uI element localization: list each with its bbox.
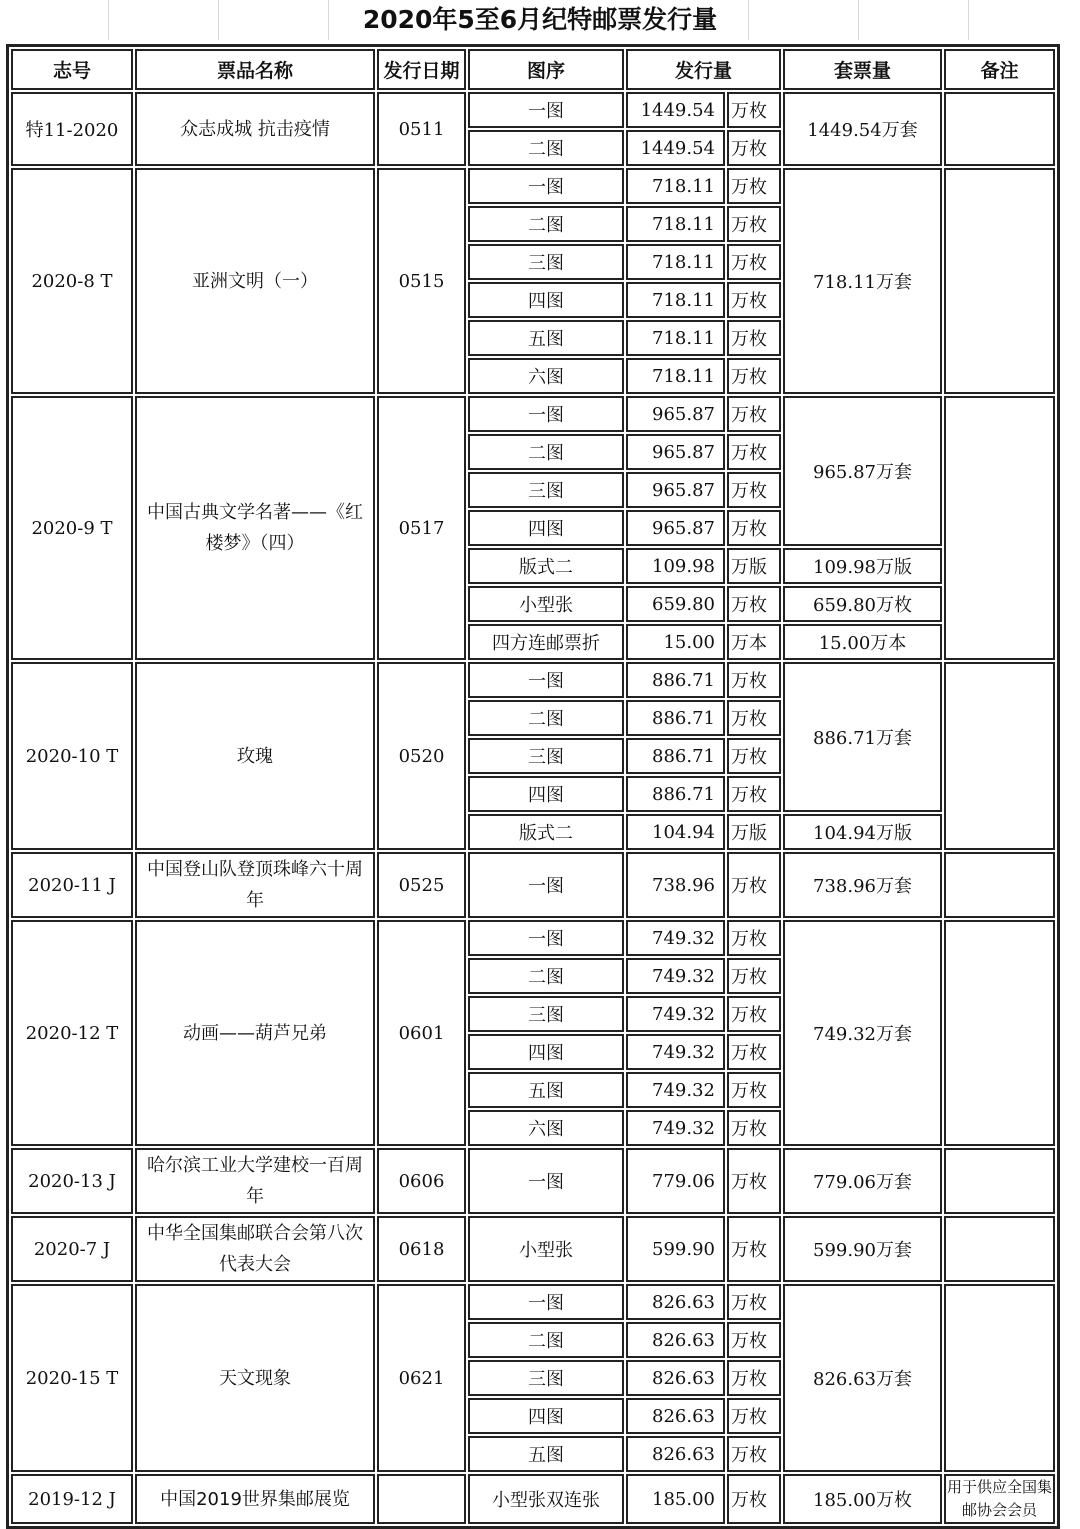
quantity-unit: 万枚 (727, 920, 781, 956)
quantity-unit: 万枚 (727, 92, 781, 128)
stamp-code: 2020-12 T (11, 920, 133, 1146)
stamp-code: 2020-15 T (11, 1284, 133, 1472)
stamp-name: 天文现象 (135, 1284, 375, 1472)
quantity-value: 738.96 (626, 852, 725, 918)
issue-date (377, 1474, 466, 1524)
quantity-value: 826.63 (626, 1360, 725, 1396)
figure-label: 二图 (468, 1322, 624, 1358)
page-title: 2020年5至6月纪特邮票发行量 (362, 5, 718, 34)
quantity-value: 15.00 (626, 624, 725, 660)
quantity-unit: 万枚 (727, 1034, 781, 1070)
set-quantity: 599.90万套 (783, 1216, 942, 1282)
stamp-code: 2020-8 T (11, 168, 133, 394)
quantity-value: 718.11 (626, 320, 725, 356)
quantity-value: 1449.54 (626, 130, 725, 166)
figure-label: 四图 (468, 1034, 624, 1070)
stamp-name: 中华全国集邮联合会第八次代表大会 (135, 1216, 375, 1282)
quantity-unit: 万枚 (727, 1216, 781, 1282)
stamp-name: 中国登山队登顶珠峰六十周年 (135, 852, 375, 918)
figure-label: 二图 (468, 130, 624, 166)
quantity-value: 659.80 (626, 586, 725, 622)
quantity-value: 826.63 (626, 1284, 725, 1320)
header-date: 发行日期 (377, 49, 466, 90)
figure-label: 四图 (468, 282, 624, 318)
quantity-unit: 万枚 (727, 282, 781, 318)
quantity-value: 886.71 (626, 738, 725, 774)
table-row (11, 662, 1055, 698)
quantity-unit: 万枚 (727, 320, 781, 356)
quantity-unit: 万枚 (727, 130, 781, 166)
set-quantity: 185.00万枚 (783, 1474, 942, 1524)
quantity-unit: 万枚 (727, 776, 781, 812)
stamp-code: 2020-13 J (11, 1148, 133, 1214)
figure-label: 四方连邮票折 (468, 624, 624, 660)
set-quantity: 659.80万枚 (783, 586, 942, 622)
figure-label: 五图 (468, 1436, 624, 1472)
quantity-value: 718.11 (626, 358, 725, 394)
quantity-unit: 万枚 (727, 700, 781, 736)
stamp-name: 哈尔滨工业大学建校一百周年 (135, 1148, 375, 1214)
quantity-value: 599.90 (626, 1216, 725, 1282)
figure-label: 四图 (468, 1398, 624, 1434)
table-row (11, 168, 1055, 204)
issue-date: 0525 (377, 852, 466, 918)
remarks (944, 920, 1055, 1146)
quantity-value: 965.87 (626, 510, 725, 546)
quantity-unit: 万枚 (727, 206, 781, 242)
stamp-code: 特11-2020 (11, 92, 133, 166)
figure-label: 二图 (468, 700, 624, 736)
quantity-unit: 万枚 (727, 1360, 781, 1396)
set-quantity: 15.00万本 (783, 624, 942, 660)
quantity-value: 965.87 (626, 472, 725, 508)
stamp-code: 2020-10 T (11, 662, 133, 850)
quantity-unit: 万枚 (727, 852, 781, 918)
set-quantity: 749.32万套 (783, 920, 942, 1146)
quantity-unit: 万枚 (727, 396, 781, 432)
header-quantity: 发行量 (626, 49, 781, 90)
remarks: 用于供应全国集邮协会会员 (944, 1474, 1055, 1524)
figure-label: 小型张 (468, 1216, 624, 1282)
quantity-value: 718.11 (626, 206, 725, 242)
figure-label: 一图 (468, 920, 624, 956)
set-quantity: 965.87万套 (783, 396, 942, 546)
stamp-code: 2020-11 J (11, 852, 133, 918)
remarks (944, 396, 1055, 660)
quantity-value: 1449.54 (626, 92, 725, 128)
quantity-unit: 万枚 (727, 1148, 781, 1214)
quantity-unit: 万版 (727, 548, 781, 584)
figure-label: 小型张 (468, 586, 624, 622)
quantity-value: 718.11 (626, 244, 725, 280)
quantity-unit: 万枚 (727, 1110, 781, 1146)
quantity-unit: 万枚 (727, 244, 781, 280)
quantity-unit: 万枚 (727, 738, 781, 774)
figure-label: 六图 (468, 358, 624, 394)
quantity-unit: 万枚 (727, 358, 781, 394)
remarks (944, 1284, 1055, 1472)
table-row (11, 1474, 1055, 1524)
quantity-unit: 万枚 (727, 586, 781, 622)
quantity-unit: 万枚 (727, 1436, 781, 1472)
quantity-unit: 万枚 (727, 168, 781, 204)
quantity-value: 718.11 (626, 168, 725, 204)
set-quantity: 109.98万版 (783, 548, 942, 584)
issue-date: 0606 (377, 1148, 466, 1214)
figure-label: 版式二 (468, 814, 624, 850)
quantity-unit: 万枚 (727, 1072, 781, 1108)
quantity-value: 779.06 (626, 1148, 725, 1214)
figure-label: 五图 (468, 320, 624, 356)
quantity-value: 826.63 (626, 1436, 725, 1472)
quantity-unit: 万枚 (727, 510, 781, 546)
remarks (944, 168, 1055, 394)
issue-date: 0517 (377, 396, 466, 660)
quantity-value: 749.32 (626, 958, 725, 994)
quantity-value: 886.71 (626, 776, 725, 812)
quantity-value: 749.32 (626, 1034, 725, 1070)
issue-date: 0621 (377, 1284, 466, 1472)
table-row (11, 1284, 1055, 1320)
table-row (11, 920, 1055, 956)
stamp-name: 众志成城 抗击疫情 (135, 92, 375, 166)
set-quantity: 1449.54万套 (783, 92, 942, 166)
quantity-value: 965.87 (626, 396, 725, 432)
set-quantity: 779.06万套 (783, 1148, 942, 1214)
figure-label: 二图 (468, 958, 624, 994)
quantity-value: 826.63 (626, 1322, 725, 1358)
figure-label: 四图 (468, 510, 624, 546)
table-body (11, 92, 1055, 1524)
figure-label: 三图 (468, 1360, 624, 1396)
quantity-unit: 万枚 (727, 1284, 781, 1320)
quantity-unit: 万枚 (727, 1398, 781, 1434)
set-quantity: 104.94万版 (783, 814, 942, 850)
quantity-value: 104.94 (626, 814, 725, 850)
quantity-value: 886.71 (626, 662, 725, 698)
quantity-value: 749.32 (626, 1110, 725, 1146)
quantity-unit: 万枚 (727, 1474, 781, 1524)
issue-date: 0511 (377, 92, 466, 166)
quantity-value: 749.32 (626, 996, 725, 1032)
quantity-unit: 万枚 (727, 472, 781, 508)
figure-label: 三图 (468, 472, 624, 508)
figure-label: 三图 (468, 738, 624, 774)
quantity-value: 965.87 (626, 434, 725, 470)
quantity-unit: 万枚 (727, 996, 781, 1032)
header-figure: 图序 (468, 49, 624, 90)
stamp-name: 中国古典文学名著——《红楼梦》（四） (135, 396, 375, 660)
stamp-name: 玫瑰 (135, 662, 375, 850)
remarks (944, 662, 1055, 850)
quantity-value: 109.98 (626, 548, 725, 584)
figure-label: 一图 (468, 852, 624, 918)
header-remarks: 备注 (944, 49, 1055, 90)
quantity-unit: 万枚 (727, 434, 781, 470)
stamp-name: 亚洲文明（一） (135, 168, 375, 394)
quantity-unit: 万版 (727, 814, 781, 850)
remarks (944, 1216, 1055, 1282)
figure-label: 三图 (468, 244, 624, 280)
set-quantity: 826.63万套 (783, 1284, 942, 1472)
quantity-value: 749.32 (626, 1072, 725, 1108)
quantity-unit: 万本 (727, 624, 781, 660)
issue-date: 0618 (377, 1216, 466, 1282)
quantity-unit: 万枚 (727, 958, 781, 994)
stamp-code: 2020-7 J (11, 1216, 133, 1282)
set-quantity: 718.11万套 (783, 168, 942, 394)
quantity-value: 718.11 (626, 282, 725, 318)
quantity-unit: 万枚 (727, 662, 781, 698)
remarks (944, 1148, 1055, 1214)
figure-label: 六图 (468, 1110, 624, 1146)
figure-label: 一图 (468, 1284, 624, 1320)
table-row (11, 92, 1055, 128)
table-row (11, 852, 1055, 918)
figure-label: 一图 (468, 168, 624, 204)
set-quantity: 886.71万套 (783, 662, 942, 812)
figure-label: 版式二 (468, 548, 624, 584)
quantity-unit: 万枚 (727, 1322, 781, 1358)
quantity-value: 826.63 (626, 1398, 725, 1434)
header-name: 票品名称 (135, 49, 375, 90)
quantity-value: 886.71 (626, 700, 725, 736)
figure-label: 一图 (468, 1148, 624, 1214)
figure-label: 四图 (468, 776, 624, 812)
quantity-value: 185.00 (626, 1474, 725, 1524)
remarks (944, 852, 1055, 918)
figure-label: 三图 (468, 996, 624, 1032)
figure-label: 一图 (468, 92, 624, 128)
figure-label: 小型张双连张 (468, 1474, 624, 1524)
header-code: 志号 (11, 49, 133, 90)
figure-label: 五图 (468, 1072, 624, 1108)
table-row (11, 1216, 1055, 1282)
header-set-quantity: 套票量 (783, 49, 942, 90)
figure-label: 二图 (468, 434, 624, 470)
figure-label: 一图 (468, 396, 624, 432)
header-row (11, 49, 1055, 90)
table-row (11, 396, 1055, 432)
figure-label: 一图 (468, 662, 624, 698)
issue-date: 0601 (377, 920, 466, 1146)
issue-date: 0515 (377, 168, 466, 394)
quantity-value: 749.32 (626, 920, 725, 956)
set-quantity: 738.96万套 (783, 852, 942, 918)
stamp-issue-table (6, 44, 1060, 1529)
figure-label: 二图 (468, 206, 624, 242)
stamp-code: 2019-12 J (11, 1474, 133, 1524)
remarks (944, 92, 1055, 166)
stamp-code: 2020-9 T (11, 396, 133, 660)
table-row (11, 1148, 1055, 1214)
stamp-name: 动画——葫芦兄弟 (135, 920, 375, 1146)
stamp-name: 中国2019世界集邮展览 (135, 1474, 375, 1524)
issue-date: 0520 (377, 662, 466, 850)
